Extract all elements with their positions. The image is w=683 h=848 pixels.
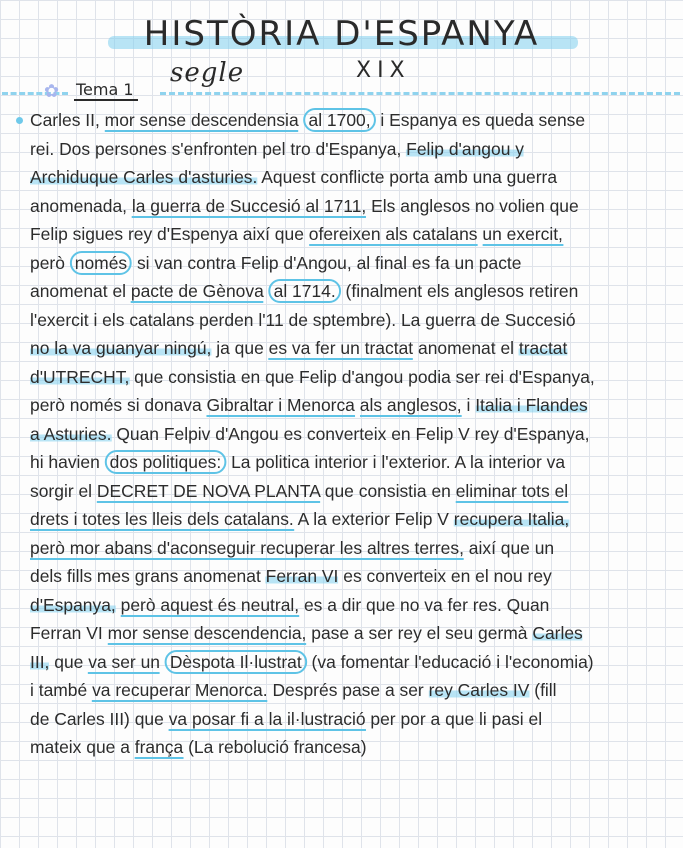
notes-body (30, 106, 680, 762)
text-run: que (49, 651, 89, 672)
text-line (30, 619, 678, 648)
text-line (30, 534, 678, 563)
circled-word: només (70, 251, 132, 275)
text-line (30, 135, 678, 164)
text-line (30, 334, 678, 363)
text-run: Després pase a ser (267, 680, 429, 700)
text-run: Aquest conflicte porta amb una guerra (257, 167, 558, 187)
highlighted-phrase: d'Espanya, (30, 594, 116, 615)
text-line (30, 505, 678, 534)
title-block (0, 14, 683, 58)
text-line (30, 448, 678, 477)
text-run: Ferran VI (30, 623, 108, 643)
text-line (30, 277, 678, 306)
highlighted-phrase: Italia i Flandes (475, 395, 588, 415)
underlined-phrase: ofereixen als catalans (308, 224, 478, 244)
text-run: anomenada, (30, 195, 132, 216)
text-run: mateix que a (30, 737, 135, 757)
dashed-divider-right (160, 92, 680, 95)
text-run: que consistia en (319, 480, 456, 501)
text-run: Felip sigues rey d'Espenya així que (30, 224, 309, 244)
text-run: es converteix en el nou rey (338, 566, 552, 586)
text-run: però (30, 252, 70, 273)
text-run: (va fomentar l'educació i l'economia) (306, 651, 594, 672)
underlined-phrase: va posar fi a la il·lustració (168, 708, 366, 729)
underlined-phrase: drets i totes les lleis dels catalans. (30, 509, 294, 529)
underlined-phrase: DECRET DE NOVA PLANTA (96, 480, 320, 501)
circled-phrase: Dèspota Il·lustrat (165, 650, 307, 674)
highlighted-phrase: Felip d'angou y (406, 138, 524, 159)
underlined-phrase: als anglesos, (359, 395, 462, 415)
underlined-phrase: va recuperar Menorca. (92, 680, 268, 700)
text-run: pase a ser rey el seu germà (306, 623, 533, 643)
underlined-phrase: mor sense descendencia, (107, 623, 307, 643)
text-run: hi havien (30, 452, 105, 472)
underlined-phrase: però mor abans d'aconseguir recuperar les altres terres, (30, 537, 464, 558)
text-line (30, 676, 678, 705)
highlighted-phrase: III, (30, 651, 50, 672)
circled-date: al 1700, (304, 108, 376, 132)
bullet-icon (16, 117, 23, 124)
underlined-phrase: eliminar tots el (455, 480, 569, 501)
text-line (30, 192, 678, 221)
text-run: l'exercit i els catalans perden l'11 de sptembre). La guerra de Succesió (30, 309, 576, 330)
text-run: de Carles III) que (30, 708, 169, 729)
underlined-phrase: pacte de Gènova (130, 281, 264, 301)
highlighted-phrase: rey Carles IV (428, 680, 530, 700)
text-run: si van contra Felip d'Angou, al final es fa un pacte (132, 252, 522, 273)
underlined-phrase: però aquest és neutral, (120, 594, 300, 615)
text-run: (fill (529, 680, 557, 700)
circled-date: al 1714. (269, 279, 341, 303)
text-run: però només si donava (30, 395, 207, 415)
text-run: sorgir el (30, 480, 97, 501)
highlighted-phrase: Ferran VI (265, 566, 339, 586)
highlighted-phrase: tractat (518, 338, 568, 358)
text-line (30, 648, 678, 677)
highlighted-phrase: d'UTRECHT, (30, 366, 130, 387)
underlined-phrase: un exercit, (482, 224, 563, 244)
underlined-phrase: la guerra de Succesió al 1711, (131, 195, 367, 216)
text-run: i (461, 395, 476, 415)
text-line (30, 477, 678, 506)
underlined-phrase: Gibraltar i Menorca (206, 395, 355, 415)
highlighted-phrase: Carles (532, 623, 583, 643)
text-run: La politica interior i l'exterior. A la interior va (226, 452, 566, 472)
underlined-phrase: mor sense descendensia (104, 110, 299, 130)
text-line (30, 733, 678, 762)
text-line (30, 591, 678, 620)
text-run: dels fills mes grans anomenat (30, 566, 266, 586)
highlighted-phrase: a Asturies. (30, 423, 112, 444)
text-line (30, 163, 678, 192)
text-run: A la exterior Felip V (293, 509, 454, 529)
circled-phrase: dos politiques: (105, 450, 227, 474)
subtitle-century: XIX (356, 58, 411, 83)
highlighted-phrase: no la va guanyar ningú, (30, 338, 212, 358)
text-run: per por a que li pasi el (365, 708, 543, 729)
text-run: i Espanya es queda sense (375, 110, 586, 130)
text-line (30, 249, 678, 278)
highlighted-phrase: recupera Italia, (453, 509, 570, 529)
text-line (30, 106, 678, 135)
topic-label: Tema 1 (74, 80, 138, 101)
text-line (30, 363, 678, 392)
underlined-phrase: es va fer un tractat (268, 338, 414, 358)
text-run: que consistia en que Felip d'angou podia ser rei d'Espanya, (129, 366, 595, 387)
text-line (30, 420, 678, 449)
underlined-phrase: frança (134, 737, 184, 757)
text-run: Carles II, (30, 110, 105, 130)
underlined-phrase: va ser un (88, 651, 160, 672)
text-line (30, 391, 678, 420)
text-run: Els anglesos no volien que (366, 195, 579, 216)
text-line (30, 705, 678, 734)
flower-icon: ✿ (44, 81, 60, 102)
text-line (30, 562, 678, 591)
text-run: Quan Felpiv d'Angou es converteix en Felip V rey d'Espanya, (111, 423, 590, 444)
text-run: anomenat el (413, 338, 519, 358)
subtitle-script: segle (170, 58, 245, 88)
highlighted-phrase: Archiduque Carles d'asturies. (30, 167, 258, 187)
text-run: anomenat el (30, 281, 131, 301)
text-run: ja que (211, 338, 269, 358)
text-run: es a dir que no va fer res. Quan (299, 594, 550, 615)
text-run: i també (30, 680, 93, 700)
text-run: rei. Dos persones s'enfronten pel tro d'Espanya, (30, 138, 407, 159)
text-line (30, 306, 678, 335)
page-title: HISTÒRIA D'ESPANYA (143, 14, 540, 54)
text-line (30, 220, 678, 249)
text-run: així que un (463, 537, 555, 558)
text-run: (finalment els anglesos retiren (340, 281, 579, 301)
text-run: (La rebolució francesa) (183, 737, 367, 757)
